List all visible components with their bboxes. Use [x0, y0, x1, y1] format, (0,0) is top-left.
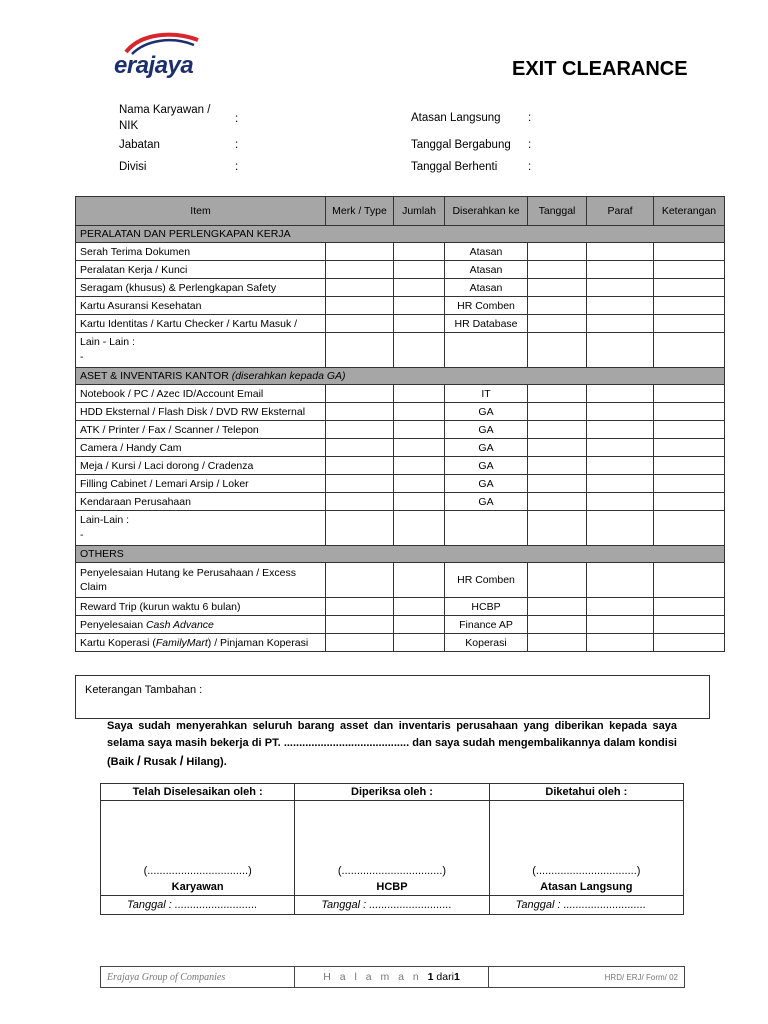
item-text: ) / Pinjaman Koperasi	[207, 636, 309, 649]
item-cell	[76, 616, 326, 634]
signature-date-row	[101, 896, 684, 915]
table-row-lain	[76, 511, 725, 546]
atasan-langsung-label: Atasan Langsung	[411, 112, 501, 124]
item-text-italic: Cash Advance	[145, 618, 214, 631]
diserahkan-cell: HR Comben	[445, 297, 528, 315]
table-row	[76, 385, 725, 403]
table-row	[76, 439, 725, 457]
document-title: EXIT CLEARANCE	[512, 58, 688, 80]
section3-title: OTHERS	[76, 546, 725, 563]
sign-date-1[interactable]: Tanggal : ...........................	[101, 896, 295, 915]
sign-head-2: Diperiksa oleh :	[295, 784, 489, 801]
statement-slash: /	[136, 753, 141, 768]
signature-header-row	[101, 784, 684, 801]
item-cell: Serah Terima Dokumen	[76, 243, 326, 261]
header-keterangan: Keterangan	[654, 197, 725, 226]
table-row	[76, 421, 725, 439]
item-cell: Filling Cabinet / Lemari Arsip / Loker	[76, 475, 326, 493]
item-text-italic: FamilyMart	[155, 636, 208, 649]
divisi-label: Divisi	[119, 161, 147, 173]
lain-dash: -	[80, 351, 84, 363]
diserahkan-cell: IT	[445, 385, 528, 403]
section2-title: ASET & INVENTARIS KANTOR	[80, 370, 229, 382]
footer-page-number	[295, 967, 489, 988]
signature-area-3[interactable]	[489, 801, 683, 864]
sign-date-3[interactable]: Tanggal : ...........................	[489, 896, 683, 915]
diserahkan-cell: Atasan	[445, 243, 528, 261]
logo-text: erajaya	[114, 52, 194, 79]
keterangan-tambahan-label: Keterangan Tambahan :	[85, 684, 203, 696]
header-merk: Merk / Type	[326, 197, 394, 226]
sign-role-2: HCBP	[295, 879, 489, 896]
item-cell: Reward Trip (kurun waktu 6 bulan)	[76, 598, 326, 616]
table-row	[76, 563, 725, 598]
nama-karyawan-label: Nama Karyawan /	[119, 104, 211, 116]
jabatan-label: Jabatan	[119, 139, 160, 151]
nama-label-block	[119, 102, 210, 134]
signature-area-2[interactable]	[295, 801, 489, 864]
item-cell: Peralatan Kerja / Kunci	[76, 261, 326, 279]
diserahkan-cell: GA	[445, 457, 528, 475]
diserahkan-cell: HR Database	[445, 315, 528, 333]
footer-halaman: H a l a m a n	[323, 971, 422, 983]
nama-colon: :	[235, 113, 239, 125]
table-row	[76, 493, 725, 511]
item-text: Penyelesaian	[80, 618, 146, 631]
footer-total: 1	[453, 971, 460, 983]
item-cell: HDD Eksternal / Flash Disk / DVD RW Eksternal	[76, 403, 326, 421]
item-cell: Kendaraan Perusahaan	[76, 493, 326, 511]
lain-lain-cell[interactable]	[76, 333, 326, 368]
diserahkan-cell: GA	[445, 421, 528, 439]
footer-dari: dari	[433, 971, 454, 983]
lain-dash: -	[80, 529, 84, 541]
diserahkan-cell: GA	[445, 439, 528, 457]
item-cell: Meja / Kursi / Laci dorong / Cradenza	[76, 457, 326, 475]
atasan-colon: :	[528, 112, 532, 124]
diserahkan-cell: GA	[445, 493, 528, 511]
footer-company: Erajaya Group of Companies	[101, 967, 295, 988]
bergabung-colon: :	[528, 139, 532, 151]
signature-role-row	[101, 879, 684, 896]
item-cell: Notebook / PC / Azec ID/Account Email	[76, 385, 326, 403]
statement-text-mid: Rusak	[140, 756, 180, 768]
lain-label: Lain-Lain :	[80, 514, 130, 526]
sign-role-1: Karyawan	[101, 879, 295, 896]
section-header	[76, 368, 725, 385]
item-cell: Kartu Identitas / Kartu Checker / Kartu Masuk /	[76, 315, 326, 333]
item-cell: Seragam (khusus) & Perlengkapan Safety	[76, 279, 326, 297]
divisi-colon: :	[235, 161, 239, 173]
diserahkan-cell: GA	[445, 403, 528, 421]
tanggal-berhenti-label: Tanggal Berhenti	[411, 161, 498, 173]
sign-role-3: Atasan Langsung	[489, 879, 683, 896]
table-row	[76, 243, 725, 261]
statement-text: Saya sudah menyerahkan seluruh barang asset dan inventaris perusahaan yang diberikan kepada saya selama saya masih bekerja di PT. ......................................... dan saya sudah mengembalikannya dalam kondisi (Baik	[107, 720, 677, 768]
section1-title: PERALATAN DAN PERLENGKAPAN KERJA	[76, 226, 725, 243]
statement-paragraph	[107, 718, 677, 771]
table-row	[76, 616, 725, 634]
item-cell	[76, 634, 326, 652]
item-cell: Kartu Asuransi Kesehatan	[76, 297, 326, 315]
page-footer	[100, 966, 685, 988]
item-cell: Penyelesaian Hutang ke Perusahaan / Excess Claim	[76, 563, 326, 598]
company-logo	[114, 30, 224, 86]
table-row	[76, 457, 725, 475]
sign-dots-1: (.................................)	[101, 863, 295, 879]
table-row	[76, 315, 725, 333]
statement-slash: /	[179, 753, 184, 768]
header-jumlah: Jumlah	[394, 197, 445, 226]
item-cell: ATK / Printer / Fax / Scanner / Telepon	[76, 421, 326, 439]
table-row	[76, 279, 725, 297]
header-item: Item	[76, 197, 326, 226]
table-row	[76, 403, 725, 421]
sign-date-2[interactable]: Tanggal : ...........................	[295, 896, 489, 915]
diserahkan-cell: GA	[445, 475, 528, 493]
footer-form-code: HRD/ ERJ/ Form/ 02	[489, 967, 685, 988]
jabatan-colon: :	[235, 139, 239, 151]
sign-dots-3: (.................................)	[489, 863, 683, 879]
nik-label: NIK	[119, 120, 139, 132]
diserahkan-cell: Finance AP	[445, 616, 528, 634]
section-header	[76, 226, 725, 243]
table-row	[76, 261, 725, 279]
lain-lain-cell[interactable]	[76, 511, 326, 546]
clearance-table	[75, 196, 725, 652]
diserahkan-cell: Atasan	[445, 261, 528, 279]
item-text: Kartu Koperasi (	[80, 636, 156, 649]
sign-head-1: Telah Diselesaikan oleh :	[101, 784, 295, 801]
table-row	[76, 475, 725, 493]
table-row-lain	[76, 333, 725, 368]
keterangan-tambahan-box[interactable]	[75, 675, 710, 719]
signature-area-1[interactable]	[101, 801, 295, 864]
table-header-row	[76, 197, 725, 226]
signature-space-row	[101, 801, 684, 864]
statement-text-end: Hilang).	[183, 756, 227, 768]
table-row	[76, 297, 725, 315]
table-row	[76, 634, 725, 652]
berhenti-colon: :	[528, 161, 532, 173]
signature-table	[100, 783, 684, 915]
diserahkan-cell: HCBP	[445, 598, 528, 616]
sign-dots-2: (.................................)	[295, 863, 489, 879]
table-row	[76, 598, 725, 616]
header-paraf: Paraf	[587, 197, 654, 226]
section2-title-cell	[76, 368, 725, 385]
diserahkan-cell: Koperasi	[445, 634, 528, 652]
sign-head-3: Diketahui oleh :	[489, 784, 683, 801]
lain-label: Lain - Lain :	[80, 336, 135, 348]
diserahkan-cell: Atasan	[445, 279, 528, 297]
diserahkan-cell: HR Comben	[445, 563, 528, 598]
signature-name-row	[101, 863, 684, 879]
section2-note: (diserahkan kepada GA)	[231, 370, 346, 382]
item-cell: Camera / Handy Cam	[76, 439, 326, 457]
header-tanggal: Tanggal	[528, 197, 587, 226]
footer-page: 1	[427, 971, 434, 983]
section-header	[76, 546, 725, 563]
header-diserahkan: Diserahkan ke	[445, 197, 528, 226]
tanggal-bergabung-label: Tanggal Bergabung	[411, 139, 511, 151]
